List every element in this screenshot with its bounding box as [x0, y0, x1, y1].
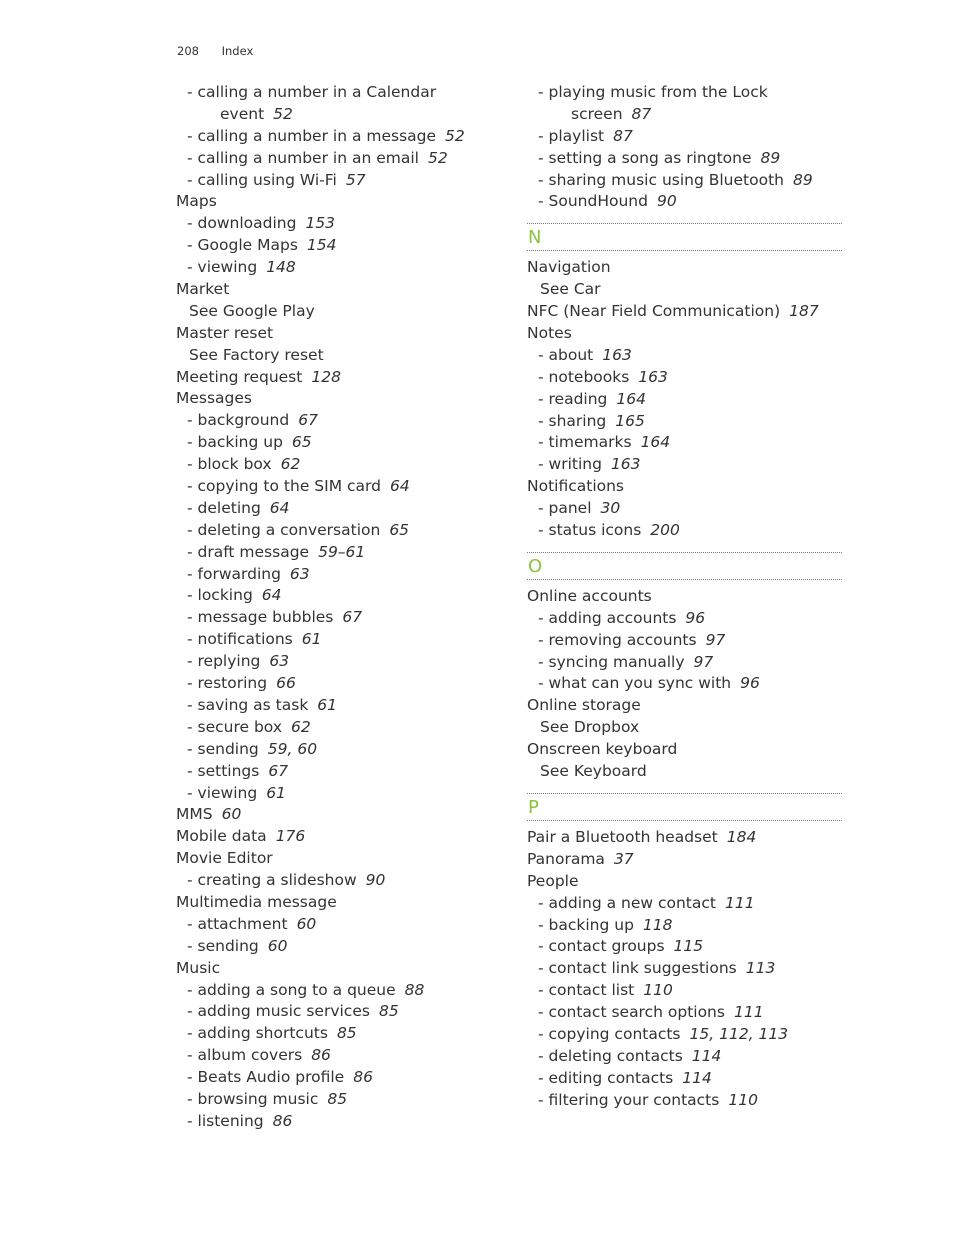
index-entry	[176, 1023, 491, 1045]
index-entry	[176, 848, 491, 870]
page-reference[interactable]: 89	[760, 148, 781, 167]
page-reference[interactable]: 61	[301, 630, 322, 649]
page-header	[177, 44, 253, 58]
page-reference[interactable]: 85	[327, 1089, 348, 1108]
page-reference[interactable]: 59–61	[318, 542, 366, 561]
index-entry	[527, 389, 842, 411]
entry-label: - secure box	[187, 717, 282, 736]
index-column-left	[176, 82, 491, 1133]
entry-label: - block box	[187, 455, 272, 474]
index-entry	[527, 827, 842, 849]
entry-label: Maps	[176, 192, 217, 211]
index-entry	[176, 1067, 491, 1089]
page-reference[interactable]: 110	[728, 1090, 758, 1109]
index-entry	[527, 1046, 842, 1068]
entry-label: - deleting contacts	[538, 1046, 683, 1065]
index-entry	[176, 826, 491, 848]
index-entry	[527, 345, 842, 367]
entry-label: See Google Play	[189, 301, 315, 320]
entry-label: - contact link suggestions	[538, 959, 737, 978]
entry-label: Notes	[527, 324, 572, 343]
entry-label: Pair a Bluetooth headset	[527, 827, 718, 846]
entry-label: Multimedia message	[176, 892, 337, 911]
page-reference[interactable]: 67	[298, 411, 318, 430]
page-reference[interactable]: 187	[789, 302, 819, 321]
index-entry	[176, 980, 491, 1002]
page-reference[interactable]: 85	[336, 1024, 357, 1043]
page-reference[interactable]: 57	[345, 170, 366, 189]
page-reference[interactable]: 184	[726, 827, 757, 846]
page-reference[interactable]: 60	[267, 936, 288, 955]
entry-label: See Car	[540, 280, 601, 299]
index-entry	[527, 301, 842, 323]
page-reference[interactable]: 59, 60	[267, 739, 318, 758]
entry-label: Music	[176, 958, 221, 977]
entry-label: Online storage	[527, 696, 641, 715]
index-entry	[176, 1089, 491, 1111]
index-entry	[527, 411, 842, 433]
index-entry	[176, 542, 491, 564]
entry-label: screen	[571, 104, 623, 123]
index-entry	[176, 126, 491, 148]
entry-label: - deleting	[187, 498, 261, 517]
page-reference[interactable]: 148	[266, 258, 296, 277]
page-reference[interactable]: 64	[269, 498, 290, 517]
entry-label: - deleting a conversation	[187, 520, 381, 539]
page-reference[interactable]: 113	[745, 959, 776, 978]
page-reference[interactable]: 163	[638, 367, 668, 386]
page-reference[interactable]: 61	[266, 783, 286, 802]
entry-label: - writing	[538, 455, 602, 474]
index-entry	[176, 783, 491, 805]
index-entry	[527, 1002, 842, 1024]
index-entry	[527, 936, 842, 958]
entry-label: Master reset	[176, 323, 274, 342]
entry-label: - backing up	[538, 915, 634, 934]
entry-label: - about	[538, 345, 594, 364]
index-entry	[176, 1001, 491, 1023]
index-entry	[527, 279, 842, 301]
page-reference[interactable]: 90	[656, 192, 677, 211]
index-entry	[176, 432, 491, 454]
index-entry	[176, 607, 491, 629]
entry-label: - playing music from the Lock	[538, 83, 768, 101]
entry-label: - creating a slideshow	[187, 871, 357, 890]
page-reference[interactable]: 85	[378, 1002, 399, 1021]
page-reference[interactable]: 96	[740, 674, 760, 693]
entry-label: - notebooks	[538, 367, 630, 386]
entry-label: - Beats Audio profile	[187, 1068, 345, 1087]
page-reference[interactable]: 96	[685, 608, 706, 627]
entry-label: - editing contacts	[538, 1068, 674, 1087]
entry-label: Navigation	[527, 258, 611, 277]
entry-label: - sharing	[538, 411, 607, 430]
entry-label: See Keyboard	[540, 762, 647, 781]
entry-label: - locking	[187, 586, 253, 605]
index-entry	[176, 761, 491, 783]
page-reference[interactable]: 64	[261, 586, 282, 605]
index-entry	[527, 323, 842, 345]
section-letter: O	[528, 555, 543, 577]
page-reference[interactable]: 63	[269, 652, 290, 671]
page-reference[interactable]: 163	[602, 345, 632, 364]
index-entry	[527, 739, 842, 761]
page-reference[interactable]: 111	[725, 893, 755, 912]
index-entry	[176, 914, 491, 936]
entry-label: Messages	[176, 389, 253, 408]
entry-label: - what can you sync with	[538, 674, 732, 693]
index-entry	[176, 673, 491, 695]
entry-label: - syncing manually	[538, 652, 685, 671]
page-reference[interactable]: 15, 112, 113	[689, 1024, 789, 1043]
index-entry	[176, 170, 491, 192]
index-entry	[176, 345, 491, 367]
entry-label: - calling a number in an email	[187, 148, 419, 167]
page-reference[interactable]: 60	[296, 914, 317, 933]
index-entry	[176, 388, 491, 410]
entry-label: Onscreen keyboard	[527, 740, 678, 759]
entry-label: event	[220, 104, 265, 123]
index-entry	[527, 761, 842, 783]
entry-label: - background	[187, 411, 290, 430]
index-entry	[527, 498, 842, 520]
entry-label: Market	[176, 280, 230, 299]
entry-label: - copying to the SIM card	[187, 477, 381, 496]
entry-label: - adding music services	[187, 1002, 370, 1021]
entry-label: - adding a song to a queue	[187, 980, 396, 999]
index-entry	[527, 82, 842, 104]
page-reference[interactable]: 52	[445, 126, 465, 145]
section-letter: P	[528, 796, 539, 818]
index-entry	[176, 892, 491, 914]
index-entry	[527, 104, 842, 126]
page-reference[interactable]: 52	[427, 148, 448, 167]
page-reference[interactable]: 154	[306, 236, 337, 255]
index-entry	[176, 564, 491, 586]
index-entry	[527, 608, 842, 630]
page-reference[interactable]: 37	[613, 849, 634, 868]
page-reference[interactable]: 165	[615, 411, 645, 430]
entry-label: See Dropbox	[540, 718, 640, 737]
page-reference[interactable]: 97	[693, 652, 714, 671]
entry-label: Movie Editor	[176, 849, 273, 868]
index-entry	[176, 257, 491, 279]
entry-label: - message bubbles	[187, 608, 334, 627]
entry-label: - viewing	[187, 258, 258, 277]
entry-label: - sending	[187, 739, 259, 758]
entry-label: - replying	[187, 652, 261, 671]
entry-label: - filtering your contacts	[538, 1090, 720, 1109]
page-reference[interactable]: 176	[275, 827, 306, 846]
index-entry	[176, 498, 491, 520]
page-reference[interactable]: 86	[272, 1111, 293, 1130]
page-reference[interactable]: 114	[691, 1046, 722, 1065]
index-entry	[176, 104, 491, 126]
entry-label: - setting a song as ringtone	[538, 148, 752, 167]
page-reference[interactable]: 67	[268, 761, 289, 780]
index-entry	[176, 629, 491, 651]
index-entry	[176, 323, 491, 345]
entry-label: - settings	[187, 761, 260, 780]
entry-label: - downloading	[187, 214, 297, 233]
index-entry	[527, 432, 842, 454]
index-entry	[527, 454, 842, 476]
page-reference[interactable]: 62	[280, 455, 301, 474]
entry-label: - album covers	[187, 1046, 303, 1065]
entry-label: See Factory reset	[189, 345, 324, 364]
page-reference[interactable]: 86	[353, 1068, 373, 1087]
page-reference[interactable]: 90	[365, 871, 386, 890]
index-column-right	[527, 82, 842, 1112]
entry-label: - sending	[187, 936, 259, 955]
entry-label: - sharing music using Bluetooth	[538, 170, 784, 189]
entry-label: - calling using Wi-Fi	[187, 170, 337, 189]
page-reference[interactable]: 52	[273, 104, 293, 123]
entry-label: - SoundHound	[538, 192, 648, 211]
index-entry	[176, 454, 491, 476]
index-entry	[527, 893, 842, 915]
index-entry	[176, 520, 491, 542]
page-reference[interactable]: 60	[221, 805, 242, 824]
index-entry	[176, 695, 491, 717]
entry-label: NFC (Near Field Communication)	[527, 302, 781, 321]
index-entry	[176, 717, 491, 739]
index-entry	[527, 695, 842, 717]
page-reference[interactable]: 86	[311, 1046, 331, 1065]
index-entry	[527, 849, 842, 871]
index-entry	[176, 958, 491, 980]
entry-label: - adding accounts	[538, 608, 677, 627]
page-reference[interactable]: 67	[342, 608, 363, 627]
page-reference[interactable]: 66	[276, 674, 296, 693]
entry-label: - calling a number in a message	[187, 126, 437, 145]
entry-label: - playlist	[538, 126, 605, 145]
index-entry	[527, 257, 842, 279]
index-entry	[527, 367, 842, 389]
page-reference[interactable]: 114	[682, 1068, 712, 1087]
index-entry	[176, 651, 491, 673]
entry-label: Panorama	[527, 849, 605, 868]
entry-label: - draft message	[187, 542, 310, 561]
entry-label: - notifications	[187, 630, 293, 649]
index-entry	[527, 871, 842, 893]
entry-label: - saving as task	[187, 695, 309, 714]
entry-label: Meeting request	[176, 367, 303, 386]
page-reference[interactable]: 163	[610, 455, 641, 474]
index-entry	[527, 673, 842, 695]
entry-label: - browsing music	[187, 1089, 319, 1108]
page-reference[interactable]: 153	[305, 214, 336, 233]
section-divider	[527, 552, 842, 580]
page-reference[interactable]: 115	[673, 937, 704, 956]
index-entry	[176, 148, 491, 170]
index-entry	[176, 279, 491, 301]
index-entry	[176, 585, 491, 607]
entry-label: - attachment	[187, 914, 288, 933]
entry-label: - adding shortcuts	[187, 1024, 328, 1043]
index-entry	[527, 170, 842, 192]
page-reference[interactable]: 62	[291, 717, 311, 736]
index-entry	[176, 870, 491, 892]
page-reference[interactable]: 65	[389, 520, 410, 539]
page-reference[interactable]: 128	[311, 367, 341, 386]
entry-label: - restoring	[187, 674, 268, 693]
index-entry	[527, 630, 842, 652]
page-number: 208	[177, 44, 199, 58]
page-reference[interactable]: 164	[640, 433, 671, 452]
index-entry	[176, 476, 491, 498]
index-entry	[527, 980, 842, 1002]
entry-label: - reading	[538, 389, 608, 408]
page-reference[interactable]: 64	[389, 477, 410, 496]
index-entry	[527, 1068, 842, 1090]
index-entry	[176, 410, 491, 432]
index-entry	[527, 652, 842, 674]
page-reference[interactable]: 97	[705, 630, 726, 649]
index-entry	[527, 1090, 842, 1112]
page-reference[interactable]: 111	[733, 1003, 764, 1022]
header-title: Index	[221, 44, 254, 58]
entry-label: - contact search options	[538, 1003, 725, 1022]
page-reference[interactable]: 110	[643, 981, 673, 1000]
page-reference[interactable]: 87	[631, 104, 652, 123]
index-entry	[527, 1024, 842, 1046]
index-entry	[527, 126, 842, 148]
index-entry	[527, 148, 842, 170]
page-reference[interactable]: 61	[317, 695, 338, 714]
index-entry	[176, 367, 491, 389]
index-entry	[176, 191, 491, 213]
entry-label: - listening	[187, 1111, 264, 1130]
index-entry	[176, 301, 491, 323]
entry-label: - viewing	[187, 783, 258, 802]
index-entry	[527, 915, 842, 937]
entry-label: - adding a new contact	[538, 893, 716, 912]
page-reference[interactable]: 200	[650, 521, 680, 540]
index-entry	[176, 82, 491, 104]
entry-label: - calling a number in a Calendar	[187, 83, 437, 101]
index-entry	[176, 804, 491, 826]
entry-label: Notifications	[527, 477, 625, 496]
index-entry	[527, 520, 842, 542]
section-divider	[527, 793, 842, 821]
entry-label: Mobile data	[176, 827, 267, 846]
index-entry	[176, 936, 491, 958]
page-reference[interactable]: 63	[289, 564, 310, 583]
entry-label: - copying contacts	[538, 1024, 681, 1043]
entry-label: - timemarks	[538, 433, 632, 452]
index-entry	[527, 958, 842, 980]
entry-label: - Google Maps	[187, 236, 298, 255]
entry-label: - backing up	[187, 433, 283, 452]
index-entry	[527, 717, 842, 739]
page-reference[interactable]: 87	[613, 126, 633, 145]
page-reference[interactable]: 88	[404, 980, 425, 999]
page-reference[interactable]: 65	[291, 433, 312, 452]
index-entry	[527, 586, 842, 608]
entry-label: People	[527, 871, 579, 890]
entry-label: MMS	[176, 805, 213, 824]
page-reference[interactable]: 118	[642, 915, 673, 934]
entry-label: - removing accounts	[538, 630, 697, 649]
index-entry	[527, 191, 842, 213]
entry-label: - contact list	[538, 981, 635, 1000]
entry-label: - forwarding	[187, 564, 281, 583]
index-entry	[527, 476, 842, 498]
index-entry	[176, 739, 491, 761]
index-entry	[176, 1111, 491, 1133]
entry-label: - contact groups	[538, 937, 665, 956]
entry-label: Online accounts	[527, 586, 652, 605]
page-reference[interactable]: 89	[792, 170, 813, 189]
page-reference[interactable]: 164	[616, 389, 646, 408]
entry-label: - panel	[538, 499, 592, 518]
index-entry	[176, 235, 491, 257]
page-reference[interactable]: 30	[600, 499, 621, 518]
index-entry	[176, 213, 491, 235]
index-entry	[176, 1045, 491, 1067]
section-letter: N	[528, 227, 542, 249]
entry-label: - status icons	[538, 521, 642, 540]
section-divider	[527, 223, 842, 251]
